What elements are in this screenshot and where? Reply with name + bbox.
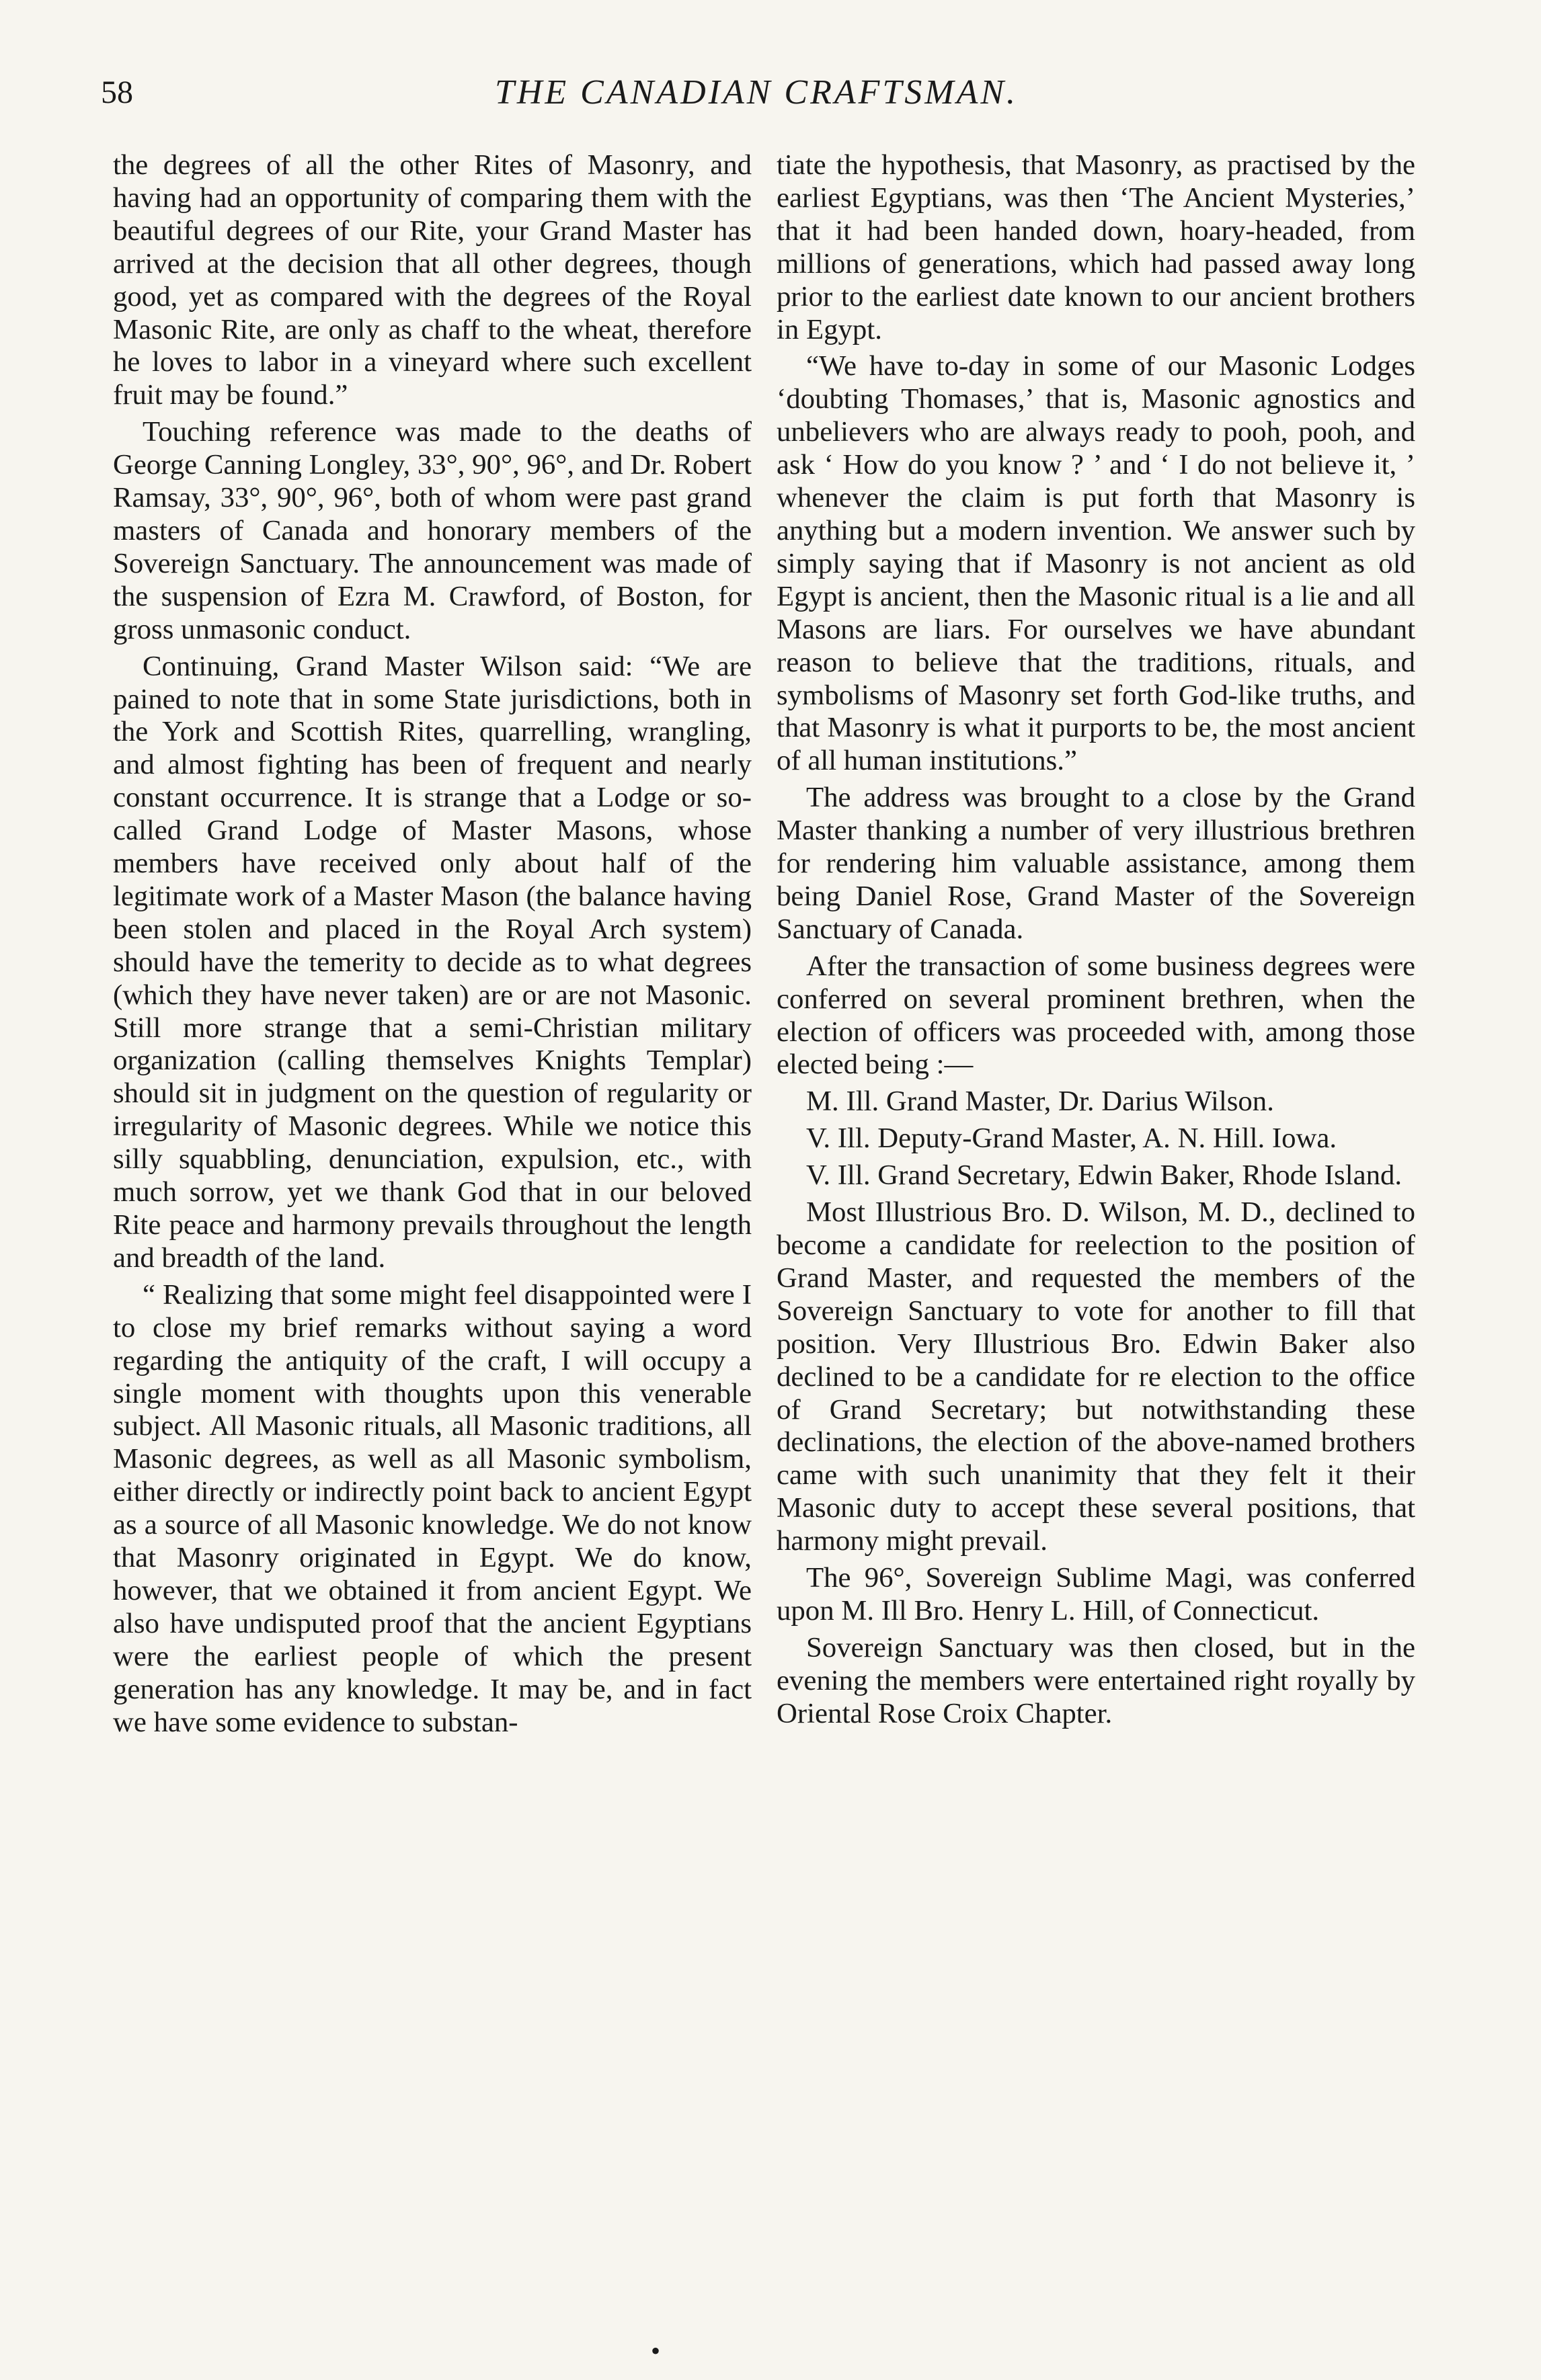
paragraph: “We have to-day in some of our Masonic Lodges ‘doubting Thomases,’ that is, Masonic agnostics and unbelievers who are always ready to pooh, pooh, and ask ‘ How do you know ? ’ and ‘ I do not believe it, ’ whenever the claim is put forth that Masonry is anything but a modern invention. We answer such by simply saying that if Masonry is not ancient as old Egypt is ancient, then the Masonic ritual is a lie and all Masons are liars. For ourselves we have abundant reason to believe that the traditions, rituals, and symbolisms of Masonry set forth God-like truths, and that Masonry is what it purports to be, the most ancient of all human institutions.” <box>777 350 1415 777</box>
left-column <box>113 149 752 1743</box>
paragraph: Touching reference was made to the deaths of George Canning Longley, 33°, 90°, 96°, and Dr. Robert Ramsay, 33°, 90°, 96°, both of whom were past grand masters of Canada and honorary members of the Sovereign Sanctuary. The announcement was made of the suspension of Ezra M. Crawford, of Boston, for gross unmasonic conduct. <box>113 416 752 645</box>
officer-entry: V. Ill. Grand Secretary, Edwin Baker, Rhode Island. <box>806 1159 1402 1192</box>
officer-entry: V. Ill. Deputy-Grand Master, A. N. Hill. Iowa. <box>806 1122 1337 1155</box>
paragraph: “ Realizing that some might feel disappointed were I to close my brief remarks without saying a word regarding the antiquity of the craft, I will occupy a single moment with thoughts upon this venerable subject. All Masonic rituals, all Masonic traditions, all Masonic degrees, as well as all Masonic symbolism, either directly or indirectly point back to ancient Egypt as a source of all Masonic knowledge. We do not know that Masonry originated in Egypt. We do know, however, that we obtained it from ancient Egypt. We also have undisputed proof that the ancient Egyptians were the earliest people of which the present generation has any knowledge. It may be, and in fact we have some evidence to substan- <box>113 1278 752 1738</box>
paragraph: The 96°, Sovereign Sublime Magi, was conferred upon M. Ill Bro. Henry L. Hill, of Connecticut. <box>777 1562 1415 1627</box>
footer-mark: • <box>651 2336 661 2366</box>
right-column <box>777 149 1415 1735</box>
paragraph: the degrees of all the other Rites of Masonry, and having had an opportunity of comparing them with the beautiful degrees of our Rite, your Grand Master has arrived at the decision that all other degrees, though good, yet as compared with the degrees of the Royal Masonic Rite, are only as chaff to the wheat, therefore he loves to labor in a vineyard where such excellent fruit may be found.” <box>113 149 752 411</box>
paragraph: Most Illustrious Bro. D. Wilson, M. D., declined to become a candidate for reelection to the position of Grand Master, and requested the members of the Sovereign Sanctuary to vote for another to fill that position. Very Illustrious Bro. Edwin Baker also declined to be a candidate for re election to the office of Grand Secretary; but notwithstanding these declinations, the election of the above-named brothers came with such unanimity that they felt it their Masonic duty to accept these several positions, that harmony might prevail. <box>777 1196 1415 1557</box>
running-title: THE CANADIAN CRAFTSMAN. <box>494 73 1019 112</box>
paragraph: tiate the hypothesis, that Masonry, as practised by the earliest Egyptians, was then ‘The Ancient Mysteries,’ that it had been handed down, hoary-headed, from millions of generations, which had passed away long prior to the earliest date known to our ancient brothers in Egypt. <box>777 149 1415 345</box>
paragraph: After the transaction of some business degrees were conferred on several prominent brethren, when the election of officers was proceeded with, among those elected being :— <box>777 950 1415 1081</box>
paragraph: Continuing, Grand Master Wilson said: “We are pained to note that in some State jurisdictions, both in the York and Scottish Rites, quarrelling, wrangling, and almost fighting has been of frequent and nearly constant occurrence. It is strange that a Lodge or so-called Grand Lodge of Master Masons, whose members have received only about half of the legitimate work of a Master Mason (the balance having been stolen and placed in the Royal Arch system) should have the temerity to decide as to what degrees (which they have never taken) are or are not Masonic. Still more strange that a semi-Christian military organization (calling themselves Knights Templar) should sit in judgment on the question of regularity or irregularity of Masonic degrees. While we notice this silly squabbling, denunciation, expulsion, etc., with much sorrow, yet we thank God that in our beloved Rite peace and harmony prevails throughout the length and breadth of the land. <box>113 650 752 1274</box>
page-number: 58 <box>101 75 133 110</box>
page-header <box>101 73 1412 133</box>
paragraph: The address was brought to a close by the Grand Master thanking a number of very illustrious brethren for rendering him valuable assistance, among them being Daniel Rose, Grand Master of the Sovereign Sanctuary of Canada. <box>777 782 1415 945</box>
paragraph: Sovereign Sanctuary was then closed, but in the evening the members were entertained right royally by Oriental Rose Croix Chapter. <box>777 1631 1415 1729</box>
officer-entry: M. Ill. Grand Master, Dr. Darius Wilson. <box>806 1085 1274 1118</box>
